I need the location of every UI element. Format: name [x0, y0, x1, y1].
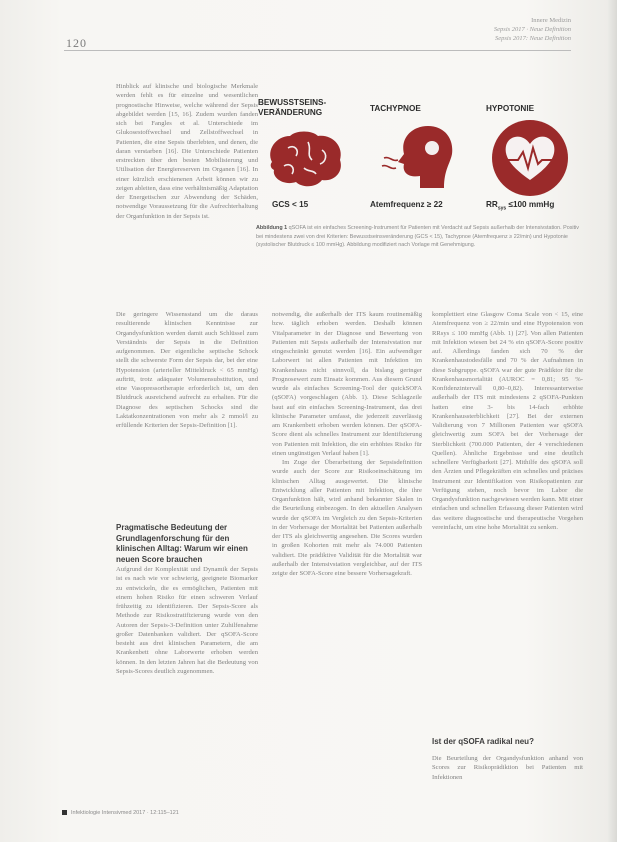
figure-label-hypotension: HYPOTONIE — [486, 104, 535, 113]
paragraph: komplettiert eine Glasgow Coma Scale von < 15, eine Atemfrequenz von ≥ 22/min und eine Hypotension von RRsys ≤ 100 mmHg (Abb. 1) [27]. Von allen Patienten mit Infektion wiesen bei 24 % ein qSOFA-Score positiv auf. Allerdings fanden sich 70 % der Krankenhaustodesfälle und 70 % der Aufnahmen in diese Subgruppe. qSOFA war der gute Prädiktor für die Krankenhausmortalität (AUROC = 0,81; 95 %-Konfidenzintervall 0,80–0,82). Interessanterweise außerhalb der ITS mit mindestens 2 qSOFA-Punkten hatten eine 3- bis 14-fach erhöhte Krankenhaussterblichkeit [27]. Bei der externen Validierung von 7 Millionen Patienten war qSOFA gleichwertig zum SOFA bei der Vorhersage der Sterblichkeit (700.000 Patienten, der 4 verschiedenen Quellen). Ähnliche Ergebnisse und eine deutlich schnellere Verfügbarkeit [27]. Mithilfe des qSOFA soll den Ärzten und Pflegekräften ein schnelles und präzises Instrument zur Identifikation von Risikopatienten zur Verfügung stehen, noch bevor im Labor die Organdysfunktion nachgewiesen werden kann. Mit einer einfachen und schnellen Erfassung dieser Patienten wird das weitere diagnostische und therapeutische Vorgehen vereinfacht, um eine hohe Mortalität zu senken. — [432, 311, 583, 531]
paragraph: Die geringere Wissensstand um die daraus resultierende klinischen Kenntnisse zur Organdysfunktion werden damit auch Schlüssel zum Verständnis der Sepsis in die Definition aufgenommen. Der eigentliche septische Schock stellt die schwerste Form der Sepsis dar, bei der eine Hypotension (arterieller Mitteldruck < 65 mmHg) auftritt, trotz adäquater Volumensubstitution, und eine Vasopressortherapie erforderlich ist, um den Blutdruck ausreichend aufrecht zu erhalten. Für die Diagnose des septischen Schocks sind die Laktatkonzentrationen von mehr als 2 mmol/l zu erfüllende Kriterien der Sepsis-Definition [1]. — [116, 311, 258, 429]
running-head-line2: Sepsis 2017: Neue Definition — [494, 35, 571, 42]
body-column-1-bottom — [116, 565, 258, 676]
figure-label-tachypnea: TACHYPNOE — [370, 104, 421, 113]
figure-criterion-blood-pressure: $RR_{sys} \le 100$ mmHg — [486, 200, 555, 212]
heart-ecg-icon — [490, 118, 570, 198]
body-column-1-middle — [116, 310, 258, 430]
head-breathing-icon — [380, 122, 458, 192]
footer-square-icon — [62, 810, 67, 815]
figure-criterion-respiratory-rate: Atemfrequenz ≥ 22 — [370, 200, 443, 209]
figure-label-consciousness: BEWUSSTSEINS- VERÄNDERUNG — [258, 98, 327, 117]
running-head-line1: Sepsis 2017 · Neue Definition — [493, 26, 571, 33]
brain-icon — [262, 128, 346, 192]
running-head-section: Innere Medizin — [531, 17, 571, 24]
body-column-3 — [432, 310, 583, 532]
figure-criterion-gcs: GCS < 15 — [272, 200, 309, 209]
header-rule — [64, 50, 571, 51]
paragraph: Hinblick auf klinische und biologische Merkmale werden fehlt es für einzelne und wesentlichen prognostische Hinweise, welche während der Sepsis abgebildet werden [15, 16]. Zudem wurden fanden sich bei Fangles et al. Unterschiede im Glukosestoffwechsel und Zellstoffwechsel in Patienten, die eine Sepsis überlebten, und denen, die daran verstarben [16]. Die Unterschiede Patienten erstreckten über den besten Mobilisierung und Utilisation der Energiereserven im Organen [16]. In einer kürzlich erschienenen Arbeit können wir zu zeigen ableiten, dass eine verhältnismäßig Adaptation der Energetischen zur Abwendung der Schäden, notwendige Voraussetzung für die Aufrechterhaltung der Organfunktion in der Sepsis ist. — [116, 83, 258, 220]
section-heading: Pragmatische Bedeutung der Grundlagenforschung für den klinischen Alltag: Warum wir einen neuen Score brauchen — [116, 523, 248, 564]
figure-caption: Abbildung 1 qSOFA ist ein einfaches Screening-Instrument für Patienten mit Verdacht auf Sepsis außerhalb der Intensivstation. Positiv bei mindestens zwei von drei Kriterien: Bewusstseinsveränderung (GCS < 15), Tachypnoe (Atemfrequenz ≥ 22/min) und Hypotonie (systolischer Blutdruck ≤ 100 mmHg). Abbildung modifiziert nach Vorlage mit Genehmigung. — [256, 225, 580, 249]
paragraph: Aufgrund der Komplexität und Dynamik der Sepsis ist es nach wie vor schwierig, geeignete Biomarker zu entwickeln, die es ermöglichen, Patienten mit einem hohen Risiko für einen schweren Verlauf frühzeitig zu identifizieren. Der Sepsis-Score als Methode zur Risikostratifizierung wurde von den Autoren der Sepsis-3-Definition unter Zuhilfenahme großer Datenbanken validiert. Der qSOFA-Score besteht aus drei klinischen Parametern, die am Krankenbett ohne Laborwerte erhoben werden können. In den letzten Jahren hat die Bedeutung von Sepsis-Scores deutlich zugenommen. — [116, 566, 258, 675]
body-column-3-bottom — [432, 754, 583, 782]
running-head — [494, 16, 571, 43]
body-column-1-top — [116, 82, 258, 221]
paragraph: Die Beurteilung der Organdysfunktion anhand von Scores zur Risikoprädiktion bei Patienten mit Infektionen — [432, 755, 583, 781]
paragraph: Im Zuge der Überarbeitung der Sepsisdefinition wurde auch der Score zur Risikoeinschätzung im klinischen Alltag ausgewertet. Die klinische Entwicklung aller Patienten mit Infektion, die ihre Organfunktion hält, wird anhand bekannter Skalen in die Beurteilung einbezogen. In den aktuellen Analysen wurde der qSOFA im Vergleich zu den Sepsis-Kriterien in der Vorhersage der Mortalität bei Patienten außerhalb der ITS als gleichwertig angesehen. Die Scores wurden in großen Kohorten mit mehr als 74.000 Patienten validiert. Die prädiktive Validität für die Mortalität war außerhalb der Intensivstation vergleichbar, auf der ITS zeigte der SOFA-Score eine bessere Vorhersagekraft. — [272, 459, 422, 577]
footer: Infektiologie Intensivmed 2017 · 12:115–121 — [62, 810, 179, 816]
page-edge-shadow — [607, 0, 617, 842]
figure-qsofa — [252, 84, 586, 216]
body-column-2 — [272, 310, 422, 578]
page-number: 120 — [66, 36, 87, 50]
paragraph: notwendig, die außerhalb der ITS kaum routinemäßig bzw. täglich erhoben werden. Deshalb können Vitalparameter in der Diagnose und Bewertung von Patienten mit Sepsis außerhalb der Intensivstation nur eingeschränkt genutzt werden [16]. Ein aufwendiger Laborwert ist allen Patienten mit Infektion im Krankenhaus nicht sinnvoll, da bislang geringer Prognosewert zum Einsatz kommen. Aus diesem Grund wurde als einfaches Screening-Tool der quickSOFA (qSOFA) vorgeschlagen (Abb. 1). Diese Schlagzeile baut auf ein einfaches Screening-Instrument, das drei klinische Parameter umfasst, die jederzeit zuverlässig am Krankenbett erhoben werden können. Der qSOFA-Score dient als schnelles Instrument zur Identifizierung von Patienten mit Infektion, die ein erhöhtes Risiko für einen ungünstigen Verlauf haben [1]. — [272, 311, 422, 457]
section-heading-qsofa: Ist der qSOFA radikal neu? — [432, 737, 534, 746]
